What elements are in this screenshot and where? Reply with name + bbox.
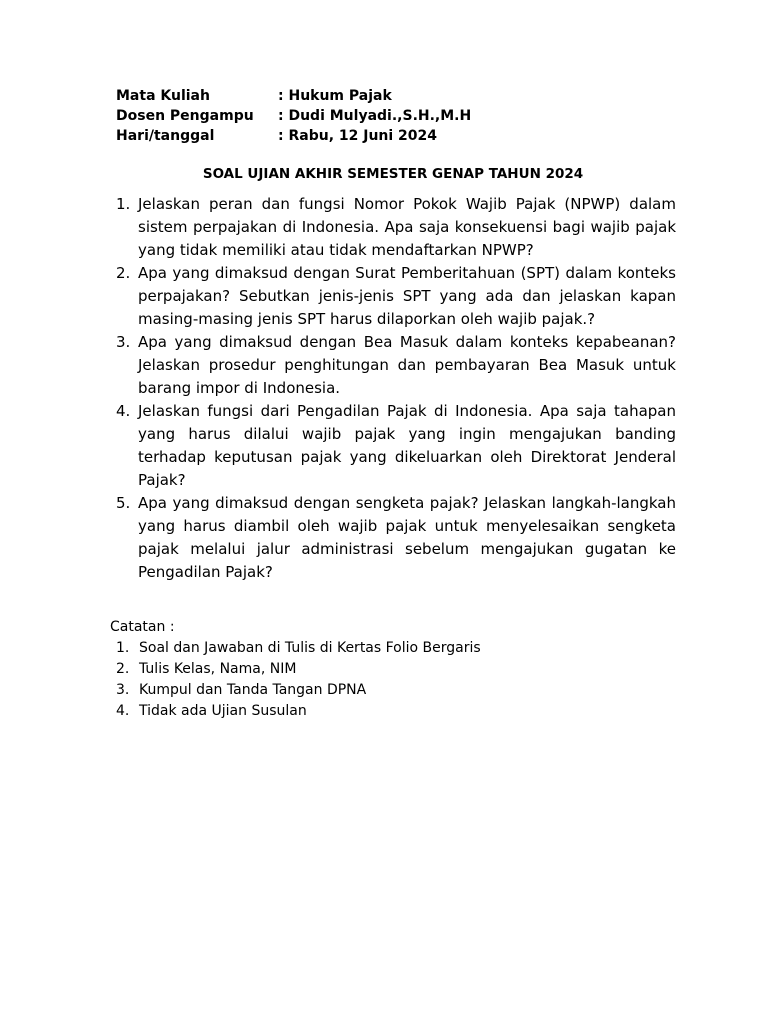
note-number: 2. (116, 661, 130, 677)
question-text: Jelaskan peran dan fungsi Nomor Pokok Wajib Pajak (NPWP) dalam sistem perpajakan di Indonesia. Apa saja konsekuensi bagi wajib pajak yang tidak memiliki atau tidak mendaftarkan NPWP? (138, 195, 676, 259)
course-label: Mata Kuliah (116, 88, 210, 104)
note-text: Tulis Kelas, Nama, NIM (139, 661, 297, 677)
notes-list (110, 638, 676, 722)
note-number: 3. (116, 682, 130, 698)
note-text: Soal dan Jawaban di Tulis di Kertas Folio Bergaris (139, 640, 481, 656)
note-text: Tidak ada Ujian Susulan (139, 703, 307, 719)
question-text: Apa yang dimaksud dengan Surat Pemberitahuan (SPT) dalam konteks perpajakan? Sebutkan jenis-jenis SPT yang ada dan jelaskan kapan masing-masing jenis SPT harus dilaporkan oleh wajib pajak.? (138, 264, 676, 328)
question-number: 1. (116, 195, 131, 213)
notes-section (110, 617, 676, 722)
question-item (110, 492, 676, 584)
question-number: 5. (116, 494, 131, 512)
question-text: Apa yang dimaksud dengan sengketa pajak? Jelaskan langkah-langkah yang harus diambil oleh wajib pajak untuk menyelesaikan sengketa pajak melalui jalur administrasi sebelum mengajukan gugatan ke Pengadilan Pajak? (138, 494, 676, 581)
date-value: : Rabu, 12 Juni 2024 (278, 128, 438, 144)
question-item (110, 331, 676, 400)
course-value: : Hukum Pajak (278, 88, 392, 104)
question-item (110, 262, 676, 331)
question-number: 4. (116, 402, 131, 420)
lecturer-row (116, 106, 471, 126)
course-row (116, 86, 471, 106)
question-number: 2. (116, 264, 131, 282)
question-item (110, 193, 676, 262)
question-text: Apa yang dimaksud dengan Bea Masuk dalam konteks kepabeanan? Jelaskan prosedur penghitungan dan pembayaran Bea Masuk untuk barang impor di Indonesia. (138, 333, 676, 397)
note-item (110, 701, 676, 722)
note-item (110, 638, 676, 659)
question-number: 3. (116, 333, 131, 351)
question-item (110, 400, 676, 492)
exam-info-block (116, 86, 471, 146)
lecturer-value: : Dudi Mulyadi.,S.H.,M.H (278, 108, 472, 124)
note-item (110, 659, 676, 680)
notes-title: Catatan : (110, 619, 175, 635)
lecturer-label: Dosen Pengampu (116, 108, 254, 124)
note-item (110, 680, 676, 701)
note-text: Kumpul dan Tanda Tangan DPNA (139, 682, 367, 698)
exam-title: SOAL UJIAN AKHIR SEMESTER GENAP TAHUN 2024 (202, 166, 584, 182)
question-text: Jelaskan fungsi dari Pengadilan Pajak di Indonesia. Apa saja tahapan yang harus dilalui wajib pajak yang ingin mengajukan banding terhadap keputusan pajak yang dikeluarkan oleh Direktorat Jenderal Pajak? (138, 402, 676, 489)
note-number: 1. (116, 640, 130, 656)
note-number: 4. (116, 703, 130, 719)
question-list (110, 193, 676, 584)
date-row (116, 126, 471, 146)
date-label: Hari/tanggal (116, 128, 215, 144)
